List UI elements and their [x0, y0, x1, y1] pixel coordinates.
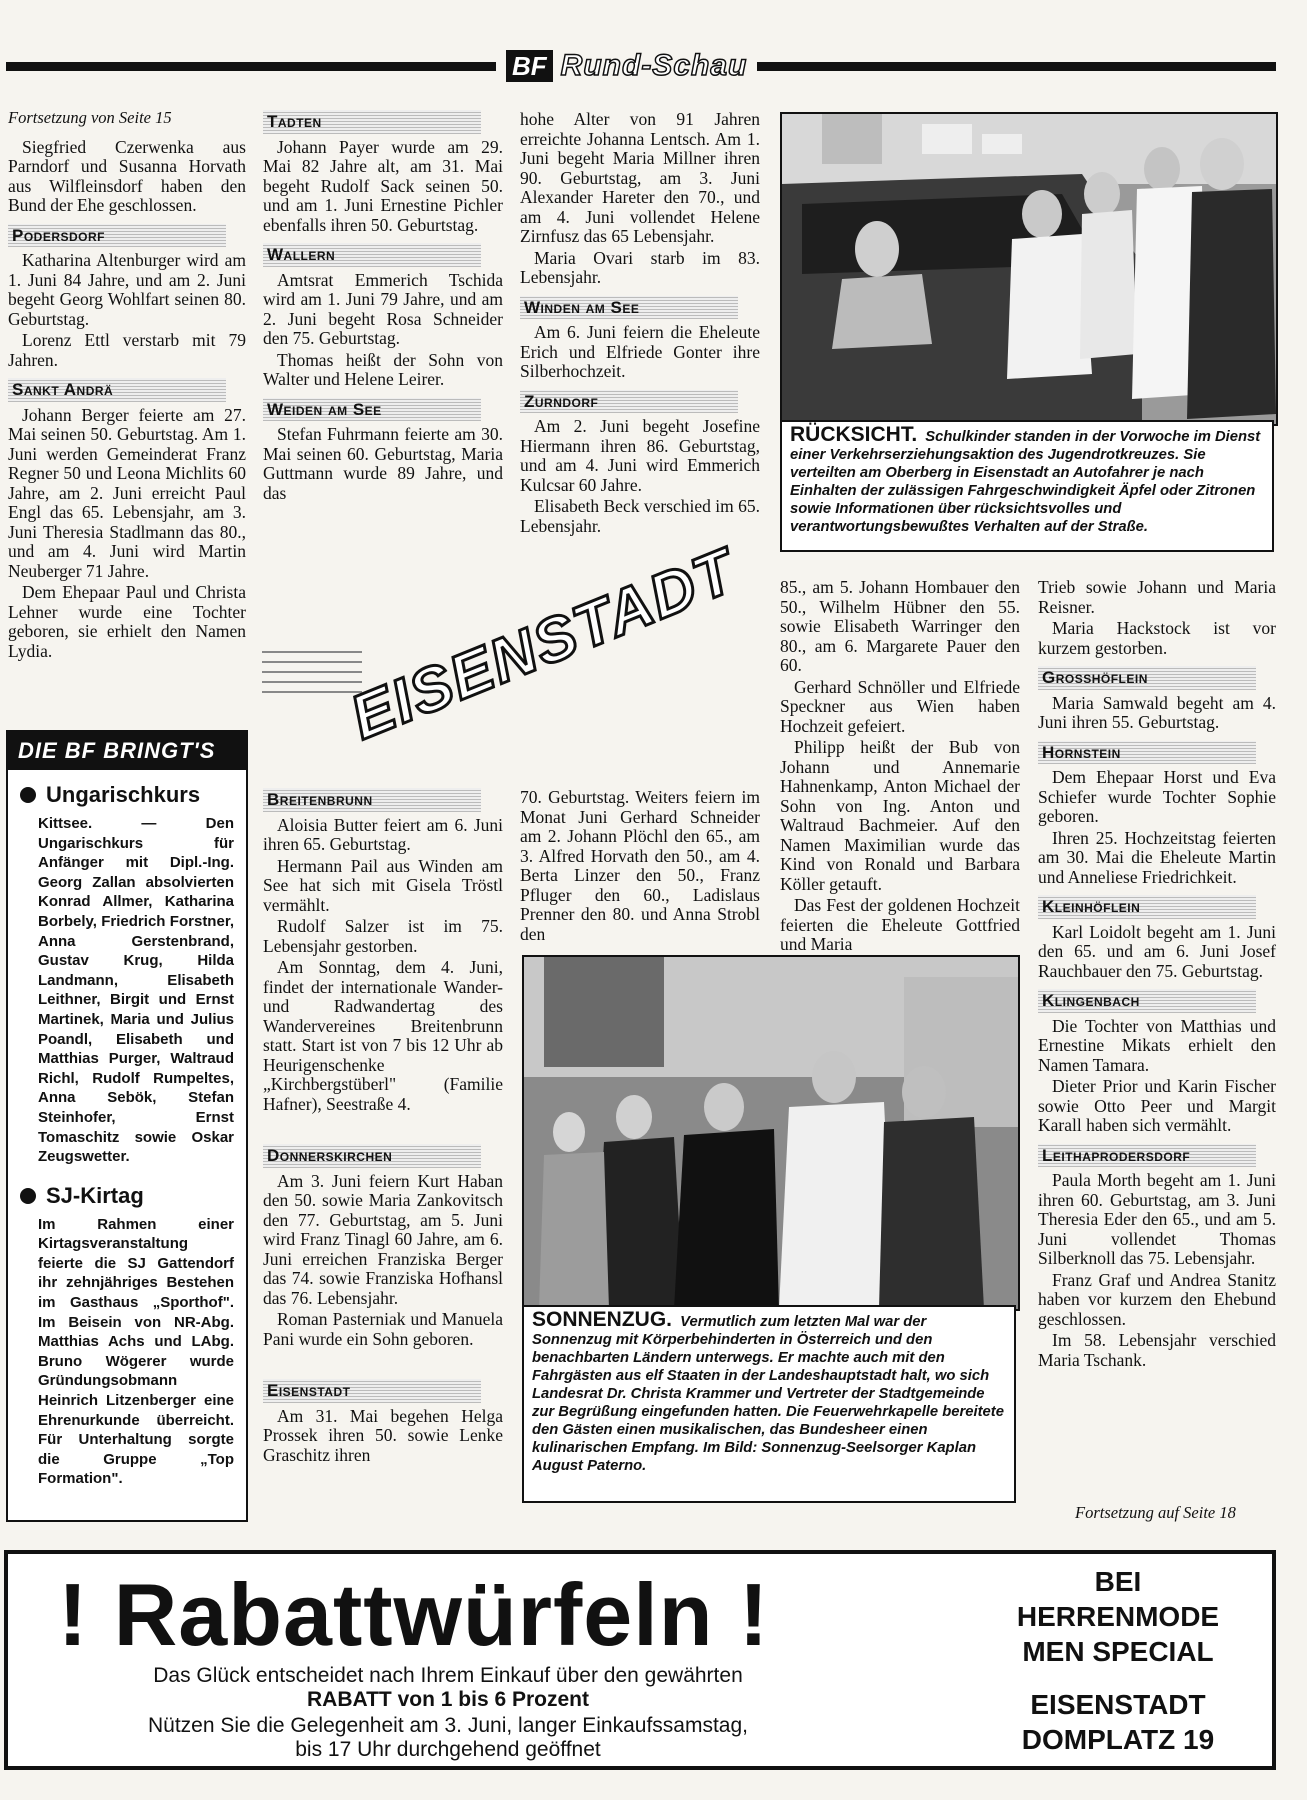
- section-heading: Breitenbrunn: [263, 788, 481, 812]
- section-heading: Sankt Andrä: [8, 378, 226, 402]
- article-text: 70. Geburtstag. Weiters feiern im Monat Juni Gerhard Schneider am 2. Johann Plöchl den 65., am 3. Alfred Horvath den 50., am 4. Berta Linzer den 50., Franz Pfluger den 60., Ladislaus Prenner den 80. und Anna Strobl den: [520, 787, 760, 944]
- article-text: Ihren 25. Hochzeitstag feierten am 30. Mai die Eheleute Martin und Anneliese Friedrichkeit.: [1038, 827, 1276, 887]
- section-heading: Leithaprodersdorf: [1038, 1144, 1256, 1168]
- article-text: Katharina Altenburger wird am 1. Juni 84 Jahre, und am 2. Juni begeht Georg Wohlfart seinen 80. Geburtstag.: [8, 250, 246, 329]
- article-text: Elisabeth Beck verschied im 65. Lebensjahr.: [520, 496, 760, 536]
- ad-line-emphasis: RABATT von 1 bis 6 Prozent: [307, 1688, 589, 1711]
- caption-text: Schulkinder standen in der Vorwoche im Dienst einer Verkehrserziehungsaktion des Jugendrotkreuzes. Sie verteilten am Oberberg in Eisenstadt an Autofahrer je nach Einhalten der zulässigen Fahrgeschwindigkeit Äpfel oder Zitronen sowie Informationen über rücksichtsvolles und verantwortungsbewußtes Verhalten auf der Straße.: [790, 429, 1261, 535]
- box-title: DIE BF BRINGT'S: [8, 732, 246, 770]
- continued-from: Fortsetzung von Seite 15: [8, 108, 172, 127]
- box-text: Im Rahmen einer Kirtagsveranstaltung feierte die SJ Gattendorf ihr zehnjähriges Bestehen im Gasthaus „Sporthof". Im Beisein von NR-Abg. Matthias Achs und LAbg. Bruno Wögerer wurde Gründungsobmann Heinrich Litzenberger eine Ehrenurkunde überreicht. Für Unterhaltung sorgte die Gruppe „Top Formation".: [38, 1215, 234, 1488]
- caption-title: RÜCKSICHT.: [790, 423, 918, 446]
- section-heading: Tadten: [263, 110, 481, 134]
- photo-caption-sonnenzug: [522, 1305, 1016, 1503]
- bf-logo: BF: [506, 50, 553, 82]
- article-text: Thomas heißt der Sohn von Walter und Helene Leirer.: [263, 349, 503, 389]
- article-text: Lorenz Ettl verstarb mit 79 Jahren.: [8, 330, 246, 370]
- article-text: Paula Morth begeht am 1. Juni ihren 60. Geburtstag, am 3. Juni Theresia Eder den 65., und am 5. Juni vollendet Thomas Silberknoll das 75. Lebensjahr.: [1038, 1170, 1276, 1268]
- article-text: Rudolf Salzer ist im 75. Lebensjahr gestorben.: [263, 916, 503, 956]
- section-heading: Hornstein: [1038, 741, 1256, 765]
- ad-store-line: HERRENMODE: [1016, 1601, 1220, 1632]
- section-heading: Winden am See: [520, 296, 738, 320]
- article-text: Franz Graf und Andrea Stanitz haben vor kurzem den Ehebund geschlossen.: [1038, 1269, 1276, 1329]
- box-text: Kittsee. — Den Ungarischkurs für Anfänger mit Dipl.-Ing. Georg Zallan absolvierten Konrad Allmer, Katharina Borbely, Friedrich Forstner, Anna Gerstenbrand, Gustav Krug, Hilda Landmann, Elisabeth Leithner, Birgit und Ernst Martinek, Maria und Julius Poandl, Elisabeth und Matthias Purger, Waltraud Richl, Rudolf Rumpeltes, Anna Sebök, Stefan Steinhofer, Ernst Tomaschitz sowie Oskar Zeugswetter.: [38, 815, 234, 1166]
- box-subheading: [20, 1183, 246, 1209]
- box-subheading-text: Ungarischkurs: [46, 782, 201, 807]
- section-heading: Wallern: [263, 243, 481, 267]
- photo-ruecksicht: [780, 112, 1278, 426]
- ad-store-line: BEI: [1094, 1566, 1142, 1597]
- article-text: Am 6. Juni feiern die Eheleute Erich und Elfriede Gonter ihre Silberhochzeit.: [520, 322, 760, 381]
- article-text: Aloisia Butter feiert am 6. Juni ihren 65. Geburtstag.: [263, 814, 503, 854]
- ad-line: Nützen Sie die Gelegenheit am 3. Juni, langer Einkaufssamstag,: [147, 1714, 748, 1737]
- article-text: Das Fest der goldenen Hochzeit feierten die Eheleute Gottfried und Maria: [780, 895, 1020, 954]
- ad-store-line: DOMPLATZ 19: [1021, 1724, 1215, 1755]
- box-subheading: [20, 782, 246, 808]
- column-2: [263, 110, 503, 505]
- article-text: Dieter Prior und Karin Fischer sowie Otto Peer und Margit Karall haben sich vermählt.: [1038, 1076, 1276, 1135]
- column-4: [780, 578, 1020, 957]
- article-text: Dem Ehepaar Paul und Christa Lehner wurde eine Tochter geboren, sie erhielt den Namen Lydia.: [8, 582, 246, 661]
- column-3: [520, 110, 760, 538]
- ad-store-line: MEN SPECIAL: [1022, 1636, 1214, 1667]
- eisenstadt-banner: [341, 536, 746, 762]
- section-heading: Kleinhöflein: [1038, 895, 1256, 919]
- article-text: Maria Samwald begeht am 4. Juni ihren 55. Geburtstag.: [1038, 692, 1276, 732]
- bf-bringts-box: [6, 730, 248, 1522]
- ad-store-line: EISENSTADT: [1030, 1689, 1206, 1720]
- header-logo: [496, 48, 757, 84]
- ad-title: ! Rabattwürfeln !: [58, 1565, 770, 1664]
- article-text: Trieb sowie Johann und Maria Reisner.: [1038, 577, 1276, 617]
- section-heading: Zurndorf: [520, 390, 738, 414]
- article-text: Amtsrat Emmerich Tschida wird am 1. Juni 79 Jahre, und am 2. Juni begeht Rosa Schneider den 75. Geburtstag.: [263, 269, 503, 348]
- banner-text: EISENSTADT: [341, 536, 746, 753]
- article-text: Stefan Fuhrmann feierte am 30. Mai seinen 60. Geburtstag, Maria Guttmann wurde 89 Jahre, und das: [263, 424, 503, 503]
- article-text: Philipp heißt der Bub von Johann und Annemarie Hahnenkamp, Anton Michael der Sohn von Ing. Anton und Waltraud Bachmeier. Auf den Namen Maximilian wurde das Kind von Ronald und Barbara Köller getauft.: [780, 737, 1020, 894]
- photo-image: [524, 957, 1018, 1309]
- page-header: [6, 49, 1276, 82]
- banner-graphic: [341, 536, 746, 762]
- section-heading: Eisenstadt: [263, 1379, 481, 1403]
- caption-title: SONNENZUG.: [532, 1308, 673, 1331]
- section-heading: Weiden am See: [263, 398, 481, 422]
- article-text: Maria Ovari starb im 83. Lebensjahr.: [520, 247, 760, 287]
- article-text: Roman Pasterniak und Manuela Pani wurde ein Sohn geboren.: [263, 1309, 503, 1349]
- article-text: Am 31. Mai begehen Helga Prossek ihren 50. sowie Lenke Graschitz ihren: [263, 1405, 503, 1465]
- article-text: hohe Alter von 91 Jahren erreichte Johanna Lentsch. Am 1. Juni begeht Maria Millner ihren 90. Geburtstag, am 3. Juni Alexander Hareter den 70., und am 4. Juni vollendet Helene Zirnfusz das 65 Lebensjahr.: [520, 109, 760, 246]
- photo-image: [782, 114, 1276, 424]
- article-text: Im 58. Lebensjahr verschied Maria Tschank.: [1038, 1330, 1276, 1370]
- article-text: Johann Berger feierte am 27. Mai seinen 50. Geburtstag. Am 1. Juni werden Gemeinderat Franz Regner 50 und Leona Michlits 60 Jahre, am 2. Juni erreicht Paul Engl das 65. Lebensjahr, am 3. Juni Theresia Stadlmann das 80., und am 4. Juni wird Martin Neuberger 71 Jahre.: [8, 404, 246, 581]
- ad-line: Das Glück entscheidet nach Ihrem Einkauf über den gewährten: [153, 1664, 743, 1687]
- photo-sonnenzug: [522, 955, 1020, 1311]
- article-text: Die Tochter von Matthias und Ernestine Mikats erhielt den Namen Tamara.: [1038, 1015, 1276, 1075]
- section-heading: Grosshöflein: [1038, 666, 1256, 690]
- column-1: [8, 108, 246, 663]
- article-text: Karl Loidolt begeht am 1. Juni den 65. und am 6. Juni Josef Rauchbauer den 75. Geburtstag.: [1038, 921, 1276, 981]
- ad-store-info: [983, 1564, 1253, 1757]
- advertisement: [4, 1550, 1276, 1770]
- article-text: Gerhard Schnöller und Elfriede Speckner aus Wien haben Hochzeit gefeiert.: [780, 676, 1020, 736]
- column-5: [1038, 578, 1276, 1372]
- ad-line: bis 17 Uhr durchgehend geöffnet: [295, 1738, 601, 1761]
- article-text: Am Sonntag, dem 4. Juni, findet der internationale Wander- und Radwandertag des Wandervereines Breitenbrunn statt. Start ist von 7 bis 12 Uhr ab Heurigenschenke „Kirchbergstüberl" (Familie Hafner), Seestraße 4.: [263, 957, 503, 1114]
- caption-text: Vermutlich zum letzten Mal war der Sonnenzug mit Körperbehinderten in Österreich und den benachbarten Ländern unterwegs. Er machte auch mit den Fahrgästen aus elf Staaten in der Landeshauptstadt halt, wo sich Landesrat Dr. Christa Krammer und Vertreter der Stadtgemeinde zur Begrüßung eingefunden hatten. Die Feuerwehrkapelle bereitete den Gästen einen musikalischen, das Bundesheer einen kulinarischen Empfang. Im Bild: Sonnenzug-Seelsorger Kaplan August Paterno.: [532, 1314, 1004, 1474]
- continued-on: Fortsetzung auf Seite 18: [1075, 1503, 1236, 1522]
- article-text: Johann Payer wurde am 29. Mai 82 Jahre alt, am 31. Mai begeht Rudolf Sack seinen 50. und am 1. Juni Ernestine Pichler ebenfalls ihren 50. Geburtstag.: [263, 136, 503, 235]
- column-2-lower: [263, 788, 503, 1467]
- section-heading: Donnerskirchen: [263, 1144, 481, 1168]
- article-text: Maria Hackstock ist vor kurzem gestorben.: [1038, 618, 1276, 658]
- section-heading: Podersdorf: [8, 224, 226, 248]
- article-text: Dem Ehepaar Horst und Eva Schiefer wurde Tochter Sophie geboren.: [1038, 767, 1276, 826]
- section-title: Rund-Schau: [560, 49, 748, 82]
- column-3-lower: [520, 788, 760, 946]
- bullet-icon: [20, 1188, 36, 1204]
- article-text: Siegfried Czerwenka aus Parndorf und Susanna Horvath aus Wilfleinsdorf haben den Bund der Ehe geschlossen.: [8, 136, 246, 215]
- article-text: Am 2. Juni begeht Josefine Hiermann ihren 86. Geburtstag, und am 4. Juni wird Emmerich Kulcsar 60 Jahre.: [520, 416, 760, 495]
- photo-caption-ruecksicht: [780, 420, 1274, 552]
- bullet-icon: [20, 787, 36, 803]
- section-heading: Klingenbach: [1038, 989, 1256, 1013]
- article-text: Am 3. Juni feiern Kurt Haban den 50. sowie Maria Zankovitsch den 77. Geburtstag, am 5. Juni wird Franz Tinagl 60 Jahre, am 6. Juni erreichen Franziska Berger das 74. sowie Franziska Hofhansl das 76. Lebensjahr.: [263, 1170, 503, 1308]
- box-subheading-text: SJ-Kirtag: [46, 1182, 144, 1208]
- article-text: 85., am 5. Johann Hombauer den 50., Wilhelm Hübner den 55. sowie Elisabeth Warringer den 80., am 6. Margarete Pauer den 60.: [780, 577, 1020, 675]
- article-text: Hermann Pail aus Winden am See hat sich mit Gisela Tröstl vermählt.: [263, 855, 503, 915]
